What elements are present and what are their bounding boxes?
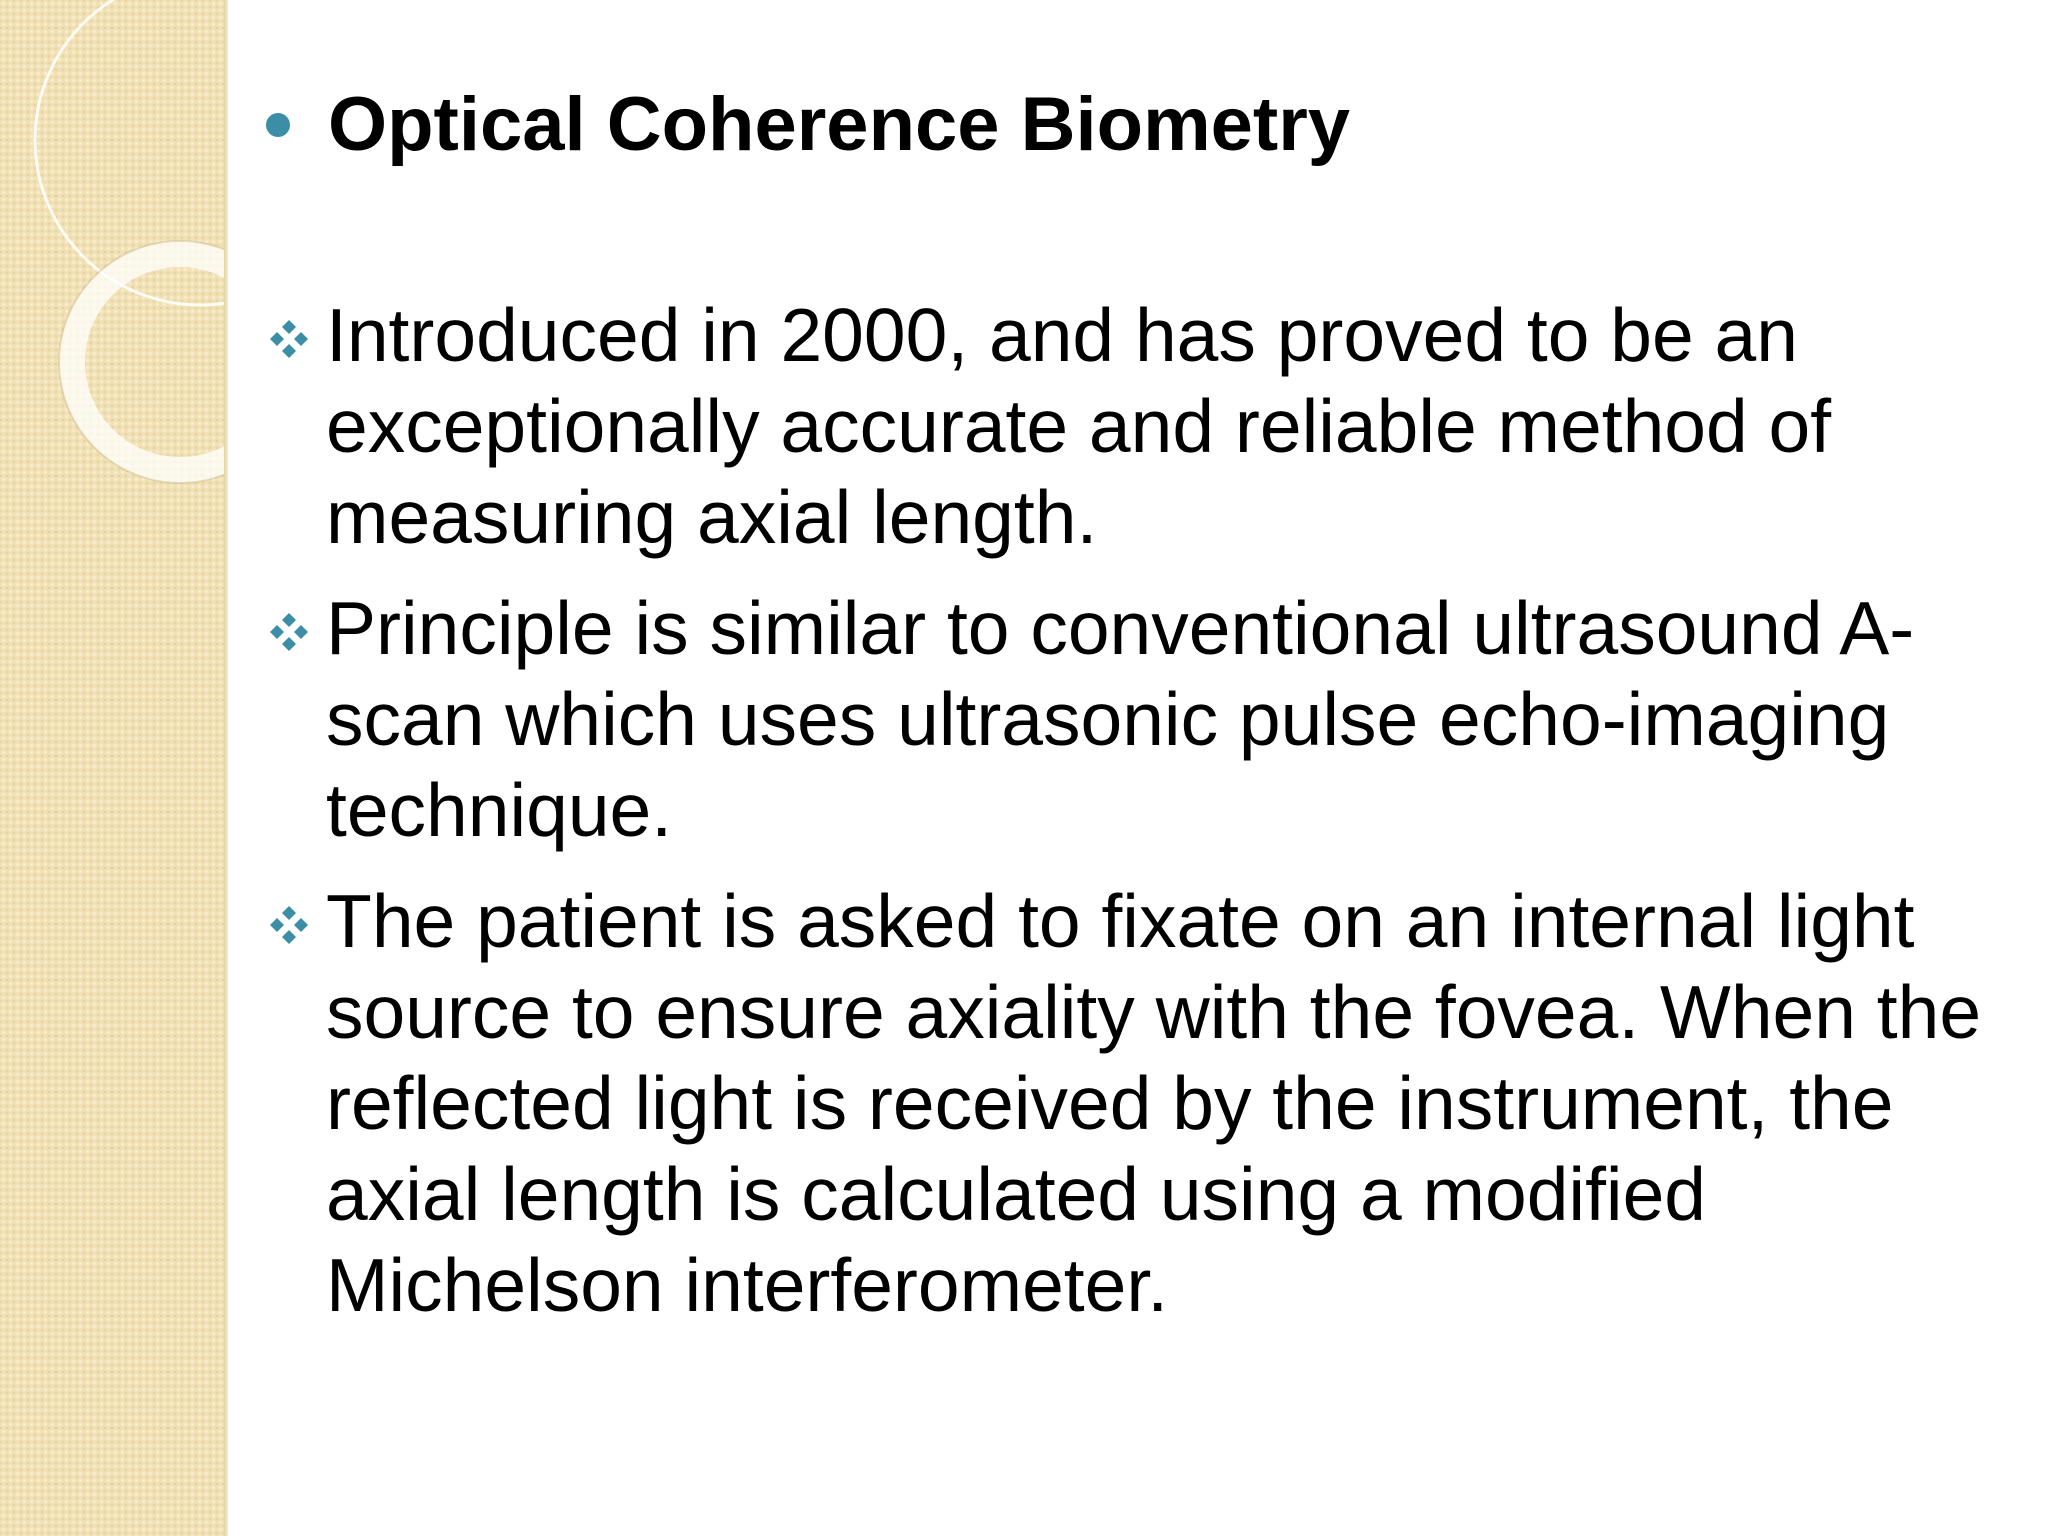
sidebar-edge — [224, 0, 228, 1536]
bullet-text: Introduced in 2000, and has proved to be an exceptionally accurate and reliable method of measuring axial length. — [326, 293, 1832, 559]
list-item — [260, 876, 2046, 1331]
bullet-text: Principle is similar to conventional ultrasound A-scan which uses ultrasonic pulse echo-imaging technique. — [326, 586, 1915, 852]
four-diamond-icon — [268, 904, 310, 946]
bullet-list — [260, 290, 2040, 1331]
four-diamond-icon — [268, 318, 310, 360]
slide-content — [260, 70, 2040, 1351]
decorative-rings — [0, 0, 228, 1536]
bullet-text: The patient is asked to fixate on an internal light source to ensure axiality with the fovea. When the reflected light is received by the instrument, the axial length is calculated using a modified Michelson interferometer. — [326, 879, 1982, 1327]
list-item — [260, 583, 2046, 856]
four-diamond-icon — [268, 611, 310, 653]
heading-row — [260, 70, 2040, 180]
filled-circle-icon — [266, 113, 290, 137]
slide-heading: Optical Coherence Biometry — [328, 82, 1351, 167]
list-item — [260, 290, 2046, 563]
decorative-sidebar — [0, 0, 228, 1536]
